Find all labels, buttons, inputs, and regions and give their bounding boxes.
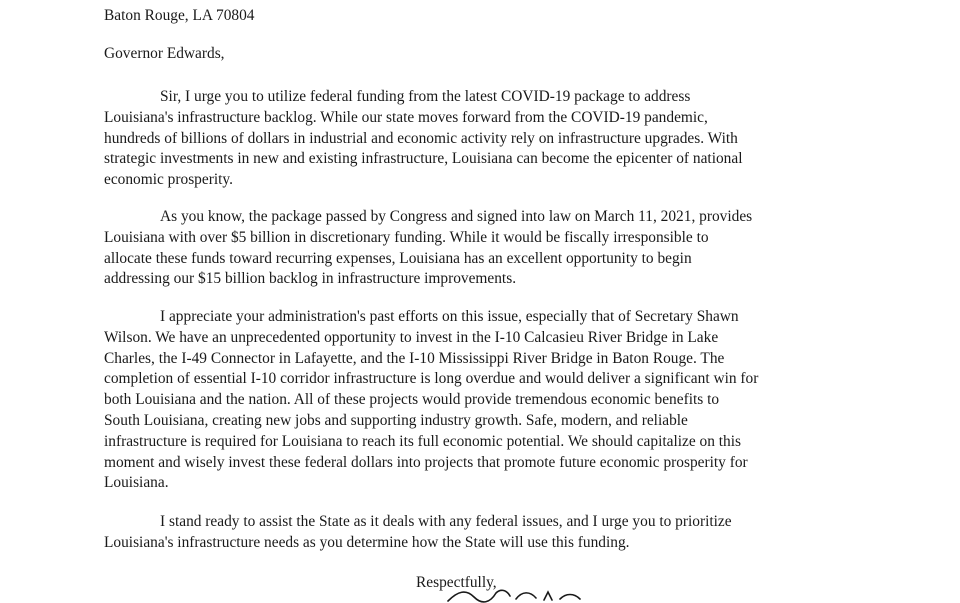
- paragraph-line: As you know, the package passed by Congress and signed into law on March 11, 2021, provides: [160, 208, 753, 225]
- paragraph-line: Louisiana's infrastructure backlog. While our state moves forward from the COVID-19 pandemic,: [104, 108, 708, 126]
- closing-respectfully: Respectfully,: [416, 574, 497, 591]
- paragraph-line: completion of essential I-10 corridor infrastructure is long overdue and would deliver a significant win for: [104, 370, 759, 388]
- handwritten-signature: [444, 587, 604, 603]
- paragraph-line: Charles, the I-49 Connector in Lafayette, and the I-10 Mississippi River Bridge in Baton Rouge. The: [104, 349, 725, 367]
- paragraph-line: I appreciate your administration's past efforts on this issue, especially that of Secretary Shawn: [160, 308, 739, 325]
- paragraph-line: South Louisiana, creating new jobs and supporting industry growth. Safe, modern, and reliable: [104, 411, 688, 429]
- recipient-address-line: Baton Rouge, LA 70804: [104, 7, 255, 24]
- paragraph-line: Wilson. We have an unprecedented opportunity to invest in the I-10 Calcasieu River Bridge in Lake: [104, 328, 719, 346]
- paragraph-line: Louisiana.: [104, 474, 169, 492]
- paragraph-line: hundreds of billions of dollars in industrial and economic activity rely on infrastructure upgrades. With: [104, 129, 738, 147]
- salutation: Governor Edwards,: [104, 45, 225, 62]
- paragraph-line: both Louisiana and the nation. All of these projects would provide tremendous economic benefits to: [104, 391, 720, 409]
- paragraph-line: addressing our $15 billion backlog in infrastructure improvements.: [104, 270, 517, 288]
- paragraph-line: Louisiana with over $5 billion in discretionary funding. While it would be fiscally irresponsible to: [104, 228, 709, 246]
- paragraph-covid-funding: [104, 87, 844, 191]
- paragraph-line: strategic investments in new and existing infrastructure, Louisiana can become the epicenter of national: [104, 150, 743, 168]
- paragraph-line: Sir, I urge you to utilize federal funding from the latest COVID-19 package to address: [160, 88, 691, 105]
- paragraph-line: infrastructure is required for Louisiana to reach its full economic potential. We should capitalize on this: [104, 432, 741, 450]
- paragraph-line: allocate these funds toward recurring expenses, Louisiana has an excellent opportunity to begin: [104, 249, 692, 267]
- paragraph-infrastructure-projects: [104, 307, 844, 494]
- paragraph-line: I stand ready to assist the State as it deals with any federal issues, and I urge you to prioritize: [160, 513, 732, 530]
- paragraph-closing-request: [104, 512, 844, 554]
- paragraph-line: economic prosperity.: [104, 171, 233, 189]
- paragraph-discretionary-funding: [104, 207, 844, 290]
- paragraph-line: moment and wisely invest these federal dollars into projects that promote future economic prosperity for: [104, 453, 748, 471]
- paragraph-line: Louisiana's infrastructure needs as you determine how the State will use this funding.: [104, 533, 630, 551]
